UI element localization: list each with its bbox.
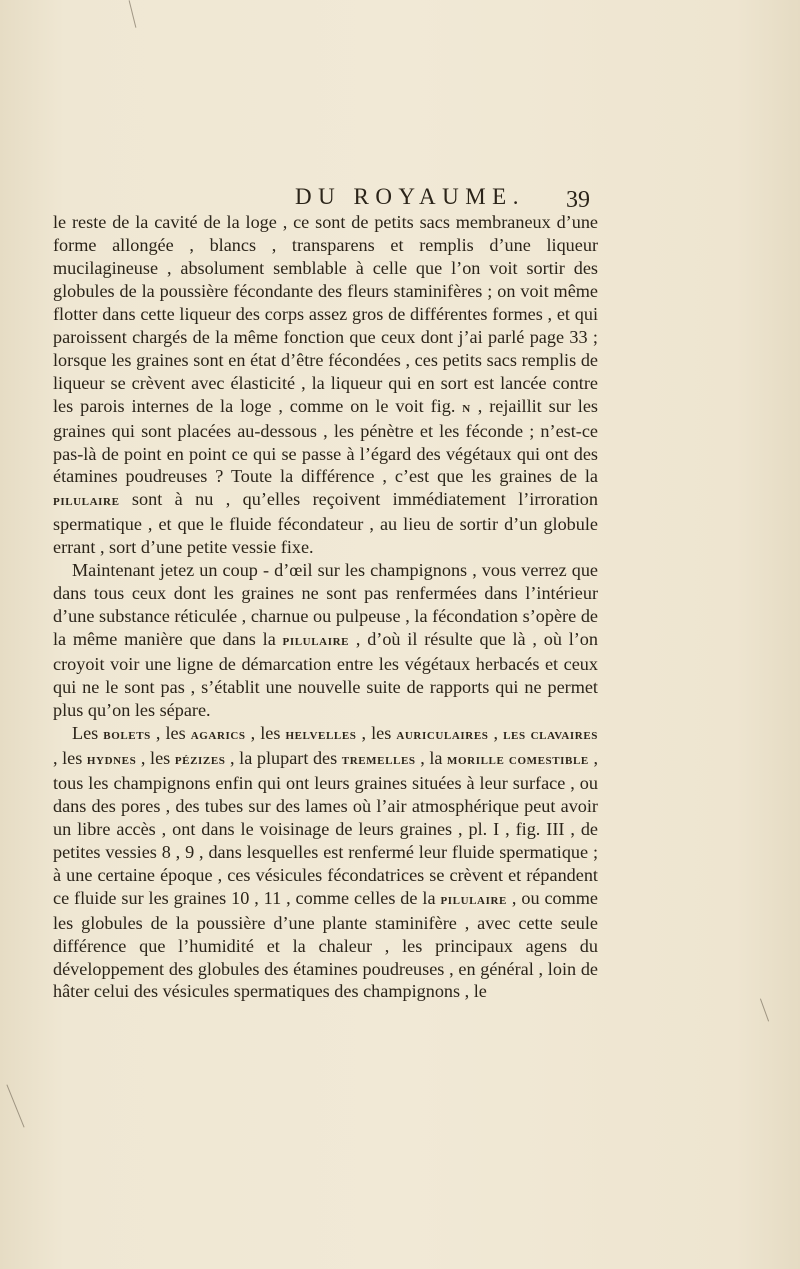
page-number: 39	[566, 187, 590, 213]
paragraph	[53, 722, 598, 1003]
text-run: , les	[136, 747, 175, 768]
small-caps-term: agarics	[190, 725, 246, 743]
small-caps-term: morille comestible	[447, 750, 589, 768]
small-caps-term: pézizes	[174, 750, 226, 768]
paper-crease-mark	[760, 999, 769, 1022]
text-run: , les	[53, 747, 87, 768]
text-run: ,	[488, 722, 504, 743]
small-caps-term: pilulaire	[53, 492, 120, 510]
text-run: , rejaillit sur les graines qui sont placées au-dessous , les pénètre et les féconde ; n’est-ce pas-là de point en point ce qui se passe à l’égard des végétaux qui ont des étamines poudreuses ? Toute la différence , c’est que les graines de la	[53, 395, 598, 487]
text-run: , ou comme les globules de la poussière d’une plante staminifère , avec cette seule différence que l’humidité et la chaleur , les principaux agens du développement des globules des étamines poudreuses , en général , loin de hâter celui des vésicules spermatiques des champignons , le	[53, 887, 598, 1002]
running-title: DU ROYAUME.	[295, 184, 525, 209]
text-run: sont à nu , qu’elles reçoivent immédiatement l’irroration spermatique , et que le fluide fécondateur , au lieu de sortir d’un globule errant , sort d’une petite vessie fixe.	[53, 489, 598, 558]
small-caps-term: les clavaires	[503, 725, 598, 743]
small-caps-term: pilulaire	[440, 890, 507, 908]
text-run: Maintenant jetez un coup - d’œil sur les champignons , vous verrez que dans tous ceux dont les graines ne sont pas renfermées dans l’intérieur d’une substance réticulée , charnue ou pulpeuse , la fécondation s’opère de la même manière que dans la	[53, 560, 598, 650]
paragraph	[53, 211, 598, 559]
text-run: , la	[415, 747, 448, 768]
small-caps-term: pilulaire	[282, 632, 350, 650]
paragraph	[53, 559, 598, 722]
text-run: Les	[72, 722, 104, 743]
text-run: , tous les champignons enfin qui ont leurs graines situées à leur surface , ou dans des pores , des tubes sur des lames où l’air atmosphérique peut avoir un libre accès , ont dans le voisinage de leurs graines , pl. I , fig. III , de petites vessies 8 , 9 , dans lesquelles est renfermé leur fluide spermatique ; à une certaine époque , ces vésicules fécondatrices se crèvent et répandent ce fluide sur les graines 10 , 11 , comme celles de la	[53, 747, 598, 908]
text-run: le reste de la cavité de la loge , ce sont de petits sacs membraneux d’une forme allongée , blancs , transparens et remplis d’une liqueur mucilagineuse , absolument semblable à celle que l’on voit sortir des globules de la poussière fécondante des fleurs staminifères ; on voit même flotter dans cette liqueur des corps assez gros de différentes formes , et qui paroissent chargés de la même fonction que ceux dont j’ai parlé page 33 ; lorsque les graines sont en état d’être fécondées , ces petits sacs remplis de liqueur se crèvent avec élasticité , la liqueur qui en sort est lancée contre les parois internes de la loge , comme on le voit fig.	[53, 212, 598, 416]
text-run: , la plupart des	[225, 747, 342, 768]
text-run: , les	[245, 722, 286, 743]
body-text	[53, 211, 598, 1003]
text-run: , les	[356, 722, 397, 743]
paper-crease-mark	[129, 0, 137, 27]
small-caps-term: hydnes	[86, 750, 137, 768]
text-run: , les	[150, 722, 191, 743]
small-caps-term: helvelles	[285, 725, 357, 743]
text-run: , d’où il résulte que là , où l’on croyoit voir une ligne de démarcation entre les végétaux herbacés et ceux qui ne le sont pas , s’établit une nouvelle suite de rapports qui ne permet plus qu’on les sépare.	[53, 629, 598, 721]
small-caps-term: auriculaires	[396, 725, 489, 743]
small-caps-term: n	[462, 398, 471, 416]
paper-crease-mark	[6, 1084, 24, 1127]
small-caps-term: bolets	[103, 725, 151, 743]
small-caps-term: tremelles	[341, 750, 416, 768]
